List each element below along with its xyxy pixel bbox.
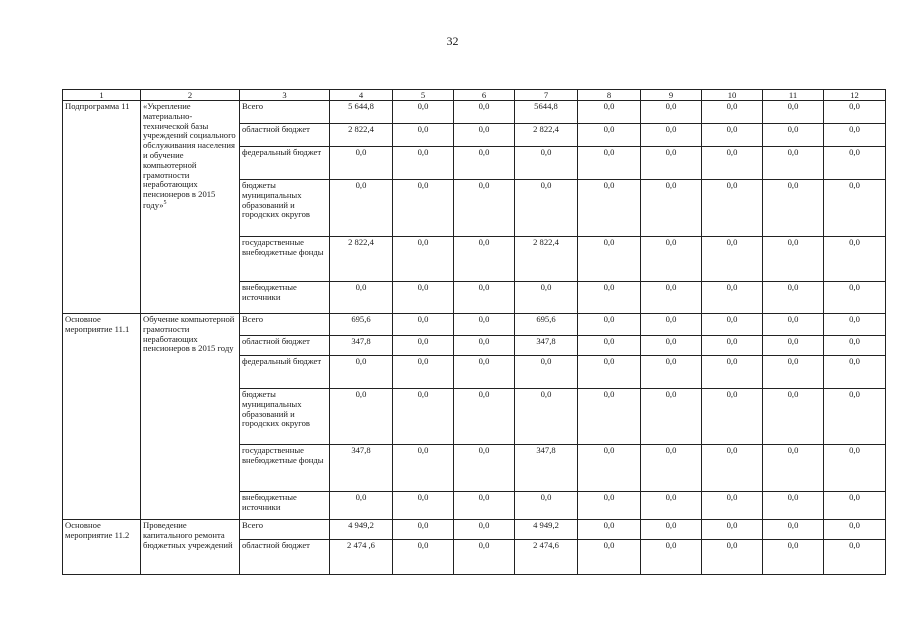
funding-source-cell: государственные внебюджетные фонды bbox=[240, 445, 330, 492]
column-header: 11 bbox=[763, 90, 824, 101]
amount-cell: 347,8 bbox=[515, 445, 578, 492]
amount-cell: 0,0 bbox=[578, 540, 641, 575]
program-name: «Укрепление материально-технической базы учреждений социального обслуживания населения и обучение компьютерной грамотности неработающих пенсионеров в 2015 году» bbox=[143, 101, 236, 210]
amount-cell: 347,8 bbox=[330, 445, 393, 492]
funding-source-cell: Всего bbox=[240, 520, 330, 540]
funding-source-cell: федеральный бюджет bbox=[240, 356, 330, 389]
amount-cell: 0,0 bbox=[578, 124, 641, 147]
amount-cell: 0,0 bbox=[393, 282, 454, 314]
amount-cell: 0,0 bbox=[641, 445, 702, 492]
amount-cell: 2 822,4 bbox=[515, 237, 578, 282]
funding-source-cell: бюджеты муниципальных образований и городских округов bbox=[240, 180, 330, 237]
amount-cell: 0,0 bbox=[641, 282, 702, 314]
amount-cell: 0,0 bbox=[515, 147, 578, 180]
amount-cell: 2 474 ,6 bbox=[330, 540, 393, 575]
amount-cell: 0,0 bbox=[702, 314, 763, 336]
table-row bbox=[63, 314, 886, 336]
amount-cell: 0,0 bbox=[641, 314, 702, 336]
amount-cell: 0,0 bbox=[763, 540, 824, 575]
amount-cell: 0,0 bbox=[330, 147, 393, 180]
amount-cell: 0,0 bbox=[393, 356, 454, 389]
amount-cell: 0,0 bbox=[393, 237, 454, 282]
amount-cell: 0,0 bbox=[763, 389, 824, 445]
amount-cell: 0,0 bbox=[702, 147, 763, 180]
amount-cell: 0,0 bbox=[824, 389, 886, 445]
amount-cell: 0,0 bbox=[763, 492, 824, 520]
amount-cell: 0,0 bbox=[702, 336, 763, 356]
amount-cell: 0,0 bbox=[824, 147, 886, 180]
amount-cell: 0,0 bbox=[330, 180, 393, 237]
amount-cell: 0,0 bbox=[578, 336, 641, 356]
column-header: 1 bbox=[63, 90, 141, 101]
amount-cell: 0,0 bbox=[454, 237, 515, 282]
amount-cell: 0,0 bbox=[515, 492, 578, 520]
program-code-cell: Основное мероприятие 11.1 bbox=[63, 314, 141, 520]
amount-cell: 2 822,4 bbox=[330, 237, 393, 282]
program-name-cell bbox=[141, 314, 240, 520]
amount-cell: 0,0 bbox=[763, 237, 824, 282]
amount-cell: 0,0 bbox=[454, 492, 515, 520]
column-header: 9 bbox=[641, 90, 702, 101]
amount-cell: 0,0 bbox=[578, 147, 641, 180]
column-header: 5 bbox=[393, 90, 454, 101]
amount-cell: 0,0 bbox=[578, 282, 641, 314]
amount-cell: 0,0 bbox=[578, 180, 641, 237]
amount-cell: 0,0 bbox=[763, 282, 824, 314]
amount-cell: 0,0 bbox=[763, 124, 824, 147]
amount-cell: 0,0 bbox=[641, 124, 702, 147]
program-name-cell bbox=[141, 520, 240, 575]
amount-cell: 0,0 bbox=[454, 540, 515, 575]
amount-cell: 0,0 bbox=[702, 124, 763, 147]
amount-cell: 0,0 bbox=[763, 101, 824, 124]
amount-cell: 0,0 bbox=[393, 336, 454, 356]
column-header: 12 bbox=[824, 90, 886, 101]
amount-cell: 0,0 bbox=[454, 336, 515, 356]
amount-cell: 0,0 bbox=[702, 180, 763, 237]
funding-source-cell: внебюджетные источники bbox=[240, 492, 330, 520]
amount-cell: 0,0 bbox=[393, 389, 454, 445]
amount-cell: 4 949,2 bbox=[330, 520, 393, 540]
amount-cell: 0,0 bbox=[824, 180, 886, 237]
amount-cell: 0,0 bbox=[578, 389, 641, 445]
footnote-marker: 5 bbox=[163, 199, 167, 206]
funding-source-cell: внебюджетные источники bbox=[240, 282, 330, 314]
amount-cell: 0,0 bbox=[641, 389, 702, 445]
amount-cell: 0,0 bbox=[641, 336, 702, 356]
table-row bbox=[63, 101, 886, 124]
amount-cell: 0,0 bbox=[763, 356, 824, 389]
amount-cell: 0,0 bbox=[393, 147, 454, 180]
amount-cell: 0,0 bbox=[702, 356, 763, 389]
funding-source-cell: областной бюджет bbox=[240, 540, 330, 575]
amount-cell: 0,0 bbox=[763, 147, 824, 180]
amount-cell: 347,8 bbox=[515, 336, 578, 356]
amount-cell: 0,0 bbox=[702, 282, 763, 314]
amount-cell: 0,0 bbox=[578, 520, 641, 540]
amount-cell: 2 822,4 bbox=[515, 124, 578, 147]
amount-cell: 0,0 bbox=[330, 492, 393, 520]
amount-cell: 0,0 bbox=[763, 520, 824, 540]
funding-source-cell: государственные внебюджетные фонды bbox=[240, 237, 330, 282]
amount-cell: 0,0 bbox=[824, 445, 886, 492]
amount-cell: 0,0 bbox=[641, 180, 702, 237]
amount-cell: 0,0 bbox=[578, 492, 641, 520]
amount-cell: 0,0 bbox=[515, 180, 578, 237]
amount-cell: 0,0 bbox=[702, 540, 763, 575]
amount-cell: 0,0 bbox=[824, 237, 886, 282]
column-header: 4 bbox=[330, 90, 393, 101]
column-header: 10 bbox=[702, 90, 763, 101]
column-header: 3 bbox=[240, 90, 330, 101]
amount-cell: 0,0 bbox=[763, 180, 824, 237]
amount-cell: 0,0 bbox=[515, 389, 578, 445]
amount-cell: 5 644,8 bbox=[330, 101, 393, 124]
program-name-cell bbox=[141, 101, 240, 314]
amount-cell: 0,0 bbox=[702, 520, 763, 540]
column-header: 2 bbox=[141, 90, 240, 101]
amount-cell: 5644,8 bbox=[515, 101, 578, 124]
amount-cell: 0,0 bbox=[641, 520, 702, 540]
page-number: 32 bbox=[446, 34, 459, 48]
amount-cell: 0,0 bbox=[393, 445, 454, 492]
amount-cell: 0,0 bbox=[454, 180, 515, 237]
amount-cell: 0,0 bbox=[824, 492, 886, 520]
amount-cell: 0,0 bbox=[515, 356, 578, 389]
amount-cell: 0,0 bbox=[454, 147, 515, 180]
amount-cell: 0,0 bbox=[330, 389, 393, 445]
column-header: 7 bbox=[515, 90, 578, 101]
amount-cell: 0,0 bbox=[454, 314, 515, 336]
amount-cell: 0,0 bbox=[702, 237, 763, 282]
amount-cell: 2 822,4 bbox=[330, 124, 393, 147]
amount-cell: 0,0 bbox=[641, 492, 702, 520]
amount-cell: 0,0 bbox=[393, 540, 454, 575]
amount-cell: 0,0 bbox=[330, 282, 393, 314]
amount-cell: 0,0 bbox=[641, 540, 702, 575]
funding-source-cell: бюджеты муниципальных образований и городских округов bbox=[240, 389, 330, 445]
amount-cell: 0,0 bbox=[578, 237, 641, 282]
amount-cell: 0,0 bbox=[702, 445, 763, 492]
amount-cell: 0,0 bbox=[454, 124, 515, 147]
amount-cell: 0,0 bbox=[454, 445, 515, 492]
amount-cell: 0,0 bbox=[578, 101, 641, 124]
amount-cell: 0,0 bbox=[763, 314, 824, 336]
amount-cell: 0,0 bbox=[578, 445, 641, 492]
amount-cell: 695,6 bbox=[330, 314, 393, 336]
column-header: 8 bbox=[578, 90, 641, 101]
amount-cell: 0,0 bbox=[824, 336, 886, 356]
amount-cell: 0,0 bbox=[393, 520, 454, 540]
amount-cell: 2 474,6 bbox=[515, 540, 578, 575]
amount-cell: 0,0 bbox=[641, 356, 702, 389]
program-name: Обучение компьютерной грамотности неработающих пенсионеров в 2015 году bbox=[143, 314, 235, 354]
program-code-cell: Подпрограмма 11 bbox=[63, 101, 141, 314]
funding-source-cell: федеральный бюджет bbox=[240, 147, 330, 180]
funding-source-cell: Всего bbox=[240, 101, 330, 124]
funding-source-cell: областной бюджет bbox=[240, 336, 330, 356]
amount-cell: 0,0 bbox=[641, 237, 702, 282]
header-row bbox=[63, 90, 886, 101]
amount-cell: 0,0 bbox=[578, 356, 641, 389]
budget-table bbox=[62, 89, 886, 575]
amount-cell: 0,0 bbox=[515, 282, 578, 314]
amount-cell: 0,0 bbox=[824, 101, 886, 124]
funding-source-cell: областной бюджет bbox=[240, 124, 330, 147]
amount-cell: 0,0 bbox=[824, 520, 886, 540]
amount-cell: 0,0 bbox=[393, 314, 454, 336]
amount-cell: 0,0 bbox=[454, 282, 515, 314]
amount-cell: 0,0 bbox=[454, 520, 515, 540]
amount-cell: 0,0 bbox=[824, 124, 886, 147]
amount-cell: 4 949,2 bbox=[515, 520, 578, 540]
amount-cell: 0,0 bbox=[578, 314, 641, 336]
amount-cell: 695,6 bbox=[515, 314, 578, 336]
amount-cell: 347,8 bbox=[330, 336, 393, 356]
amount-cell: 0,0 bbox=[393, 101, 454, 124]
amount-cell: 0,0 bbox=[824, 540, 886, 575]
amount-cell: 0,0 bbox=[330, 356, 393, 389]
amount-cell: 0,0 bbox=[824, 282, 886, 314]
amount-cell: 0,0 bbox=[393, 180, 454, 237]
amount-cell: 0,0 bbox=[824, 356, 886, 389]
amount-cell: 0,0 bbox=[763, 445, 824, 492]
amount-cell: 0,0 bbox=[393, 124, 454, 147]
table-row bbox=[63, 520, 886, 540]
program-code-cell: Основное мероприятие 11.2 bbox=[63, 520, 141, 575]
amount-cell: 0,0 bbox=[641, 101, 702, 124]
amount-cell: 0,0 bbox=[702, 389, 763, 445]
amount-cell: 0,0 bbox=[393, 492, 454, 520]
amount-cell: 0,0 bbox=[454, 356, 515, 389]
funding-source-cell: Всего bbox=[240, 314, 330, 336]
amount-cell: 0,0 bbox=[824, 314, 886, 336]
amount-cell: 0,0 bbox=[641, 147, 702, 180]
program-name: Проведение капитального ремонта бюджетных учреждений bbox=[143, 520, 233, 550]
amount-cell: 0,0 bbox=[763, 336, 824, 356]
amount-cell: 0,0 bbox=[454, 389, 515, 445]
amount-cell: 0,0 bbox=[702, 492, 763, 520]
column-header: 6 bbox=[454, 90, 515, 101]
amount-cell: 0,0 bbox=[454, 101, 515, 124]
table-body bbox=[63, 101, 886, 575]
amount-cell: 0,0 bbox=[702, 101, 763, 124]
